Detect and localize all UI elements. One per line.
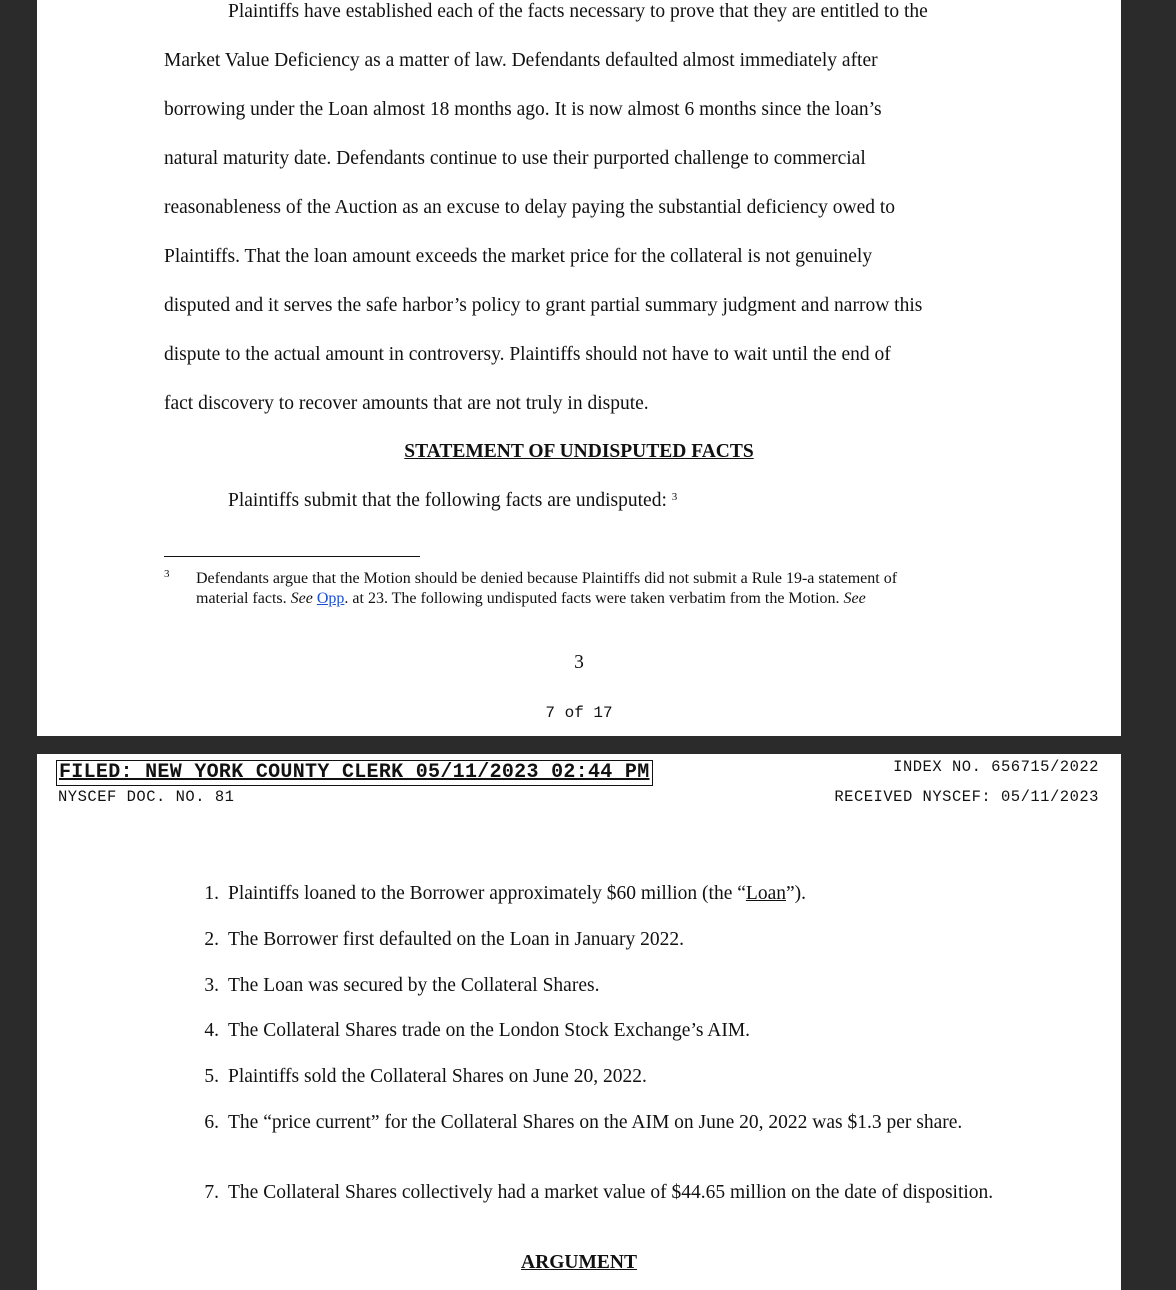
page-count: 7 of 17 [545,704,613,722]
paragraph-line-7: disputed and it serves the safe harbor’s policy to grant partial summary judgment and narrow this [164,295,923,316]
list-item [195,1111,995,1159]
footnote-line-2 [196,589,866,609]
list-number: 5. [204,1066,219,1087]
paragraph-line-5: reasonableness of the Auction as an excuse to delay paying the substantial deficiency owed to [164,197,896,218]
paragraph-line-8: dispute to the actual amount in controversy. Plaintiffs should not have to wait until the end of [164,344,891,365]
document-page-top [37,0,1121,736]
paragraph-line-4: natural maturity date. Defendants continue to use their purported challenge to commercial [164,148,866,169]
paragraph-line-1: Plaintiffs have established each of the facts necessary to prove that they are entitled to the [228,1,928,22]
nyscef-doc-number: NYSCEF DOC. NO. 81 [58,788,235,806]
footnote-signal-see-end: See [843,590,866,607]
list-text: The “price current” for the Collateral Shares on the AIM on June 20, 2022 was $1.3 per share. [228,1112,963,1133]
list-text [228,882,998,906]
list-item [195,928,995,952]
document-page-bottom [37,754,1121,1290]
list-item [195,1181,995,1229]
list-number: 7. [204,1182,219,1203]
footnote-text-cont: . at 23. The following undisputed facts were taken verbatim from the Motion. [344,590,844,607]
section-heading-undisputed-facts: STATEMENT OF UNDISPUTED FACTS [404,441,754,462]
fact-text: Plaintiffs loaned to the Borrower approximately $60 million (the “ [228,883,746,904]
intro-sentence: Plaintiffs submit that the following facts are undisputed: [228,490,667,511]
list-text: The Borrower first defaulted on the Loan in January 2022. [228,929,684,950]
list-number: 4. [204,1020,219,1041]
list-item [195,974,995,998]
list-item [195,882,995,906]
paragraph-line-9: fact discovery to recover amounts that are not truly in dispute. [164,393,649,414]
footnote-marker: 3 [164,568,170,580]
section-heading-argument: ARGUMENT [521,1252,637,1273]
list-text: The Collateral Shares collectively had a market value of $44.65 million on the date of disposition. [228,1182,994,1203]
list-item [195,1065,995,1089]
filed-stamp: FILED: NEW YORK COUNTY CLERK 05/11/2023 02:44 PM [56,760,653,786]
list-number: 3. [204,975,219,996]
paragraph-line-3: borrowing under the Loan almost 18 months ago. It is now almost 6 months since the loan’s [164,99,882,120]
footnote-signal-see: See [290,590,313,607]
paragraph-line-6: Plaintiffs. That the loan amount exceeds the market price for the collateral is not genuinely [164,246,873,267]
fact-text-end: ”). [785,883,807,904]
list-number: 2. [204,929,219,950]
defined-term-loan: Loan [745,883,786,904]
index-number: INDEX NO. 656715/2022 [893,758,1099,776]
paragraph-line-2: Market Value Deficiency as a matter of law. Defendants defaulted almost immediately after [164,50,878,71]
list-text: Plaintiffs sold the Collateral Shares on June 20, 2022. [228,1066,647,1087]
footnote-text: material facts. [196,590,291,607]
list-item [195,1019,995,1043]
footnote-line-1: Defendants argue that the Motion should be denied because Plaintiffs did not submit a Rule 19-a statement of [196,570,898,587]
opp-link[interactable]: Opp [316,590,345,607]
received-nyscef: RECEIVED NYSCEF: 05/11/2023 [834,788,1099,806]
page-number: 3 [574,652,584,673]
intro-sentence-line [228,489,677,513]
list-number: 6. [204,1112,219,1133]
footnote-divider [164,556,420,557]
list-text: The Loan was secured by the Collateral Shares. [228,975,600,996]
list-text: The Collateral Shares trade on the London Stock Exchange’s AIM. [228,1020,751,1041]
footnote-reference[interactable]: 3 [671,491,678,503]
list-number: 1. [204,883,219,904]
